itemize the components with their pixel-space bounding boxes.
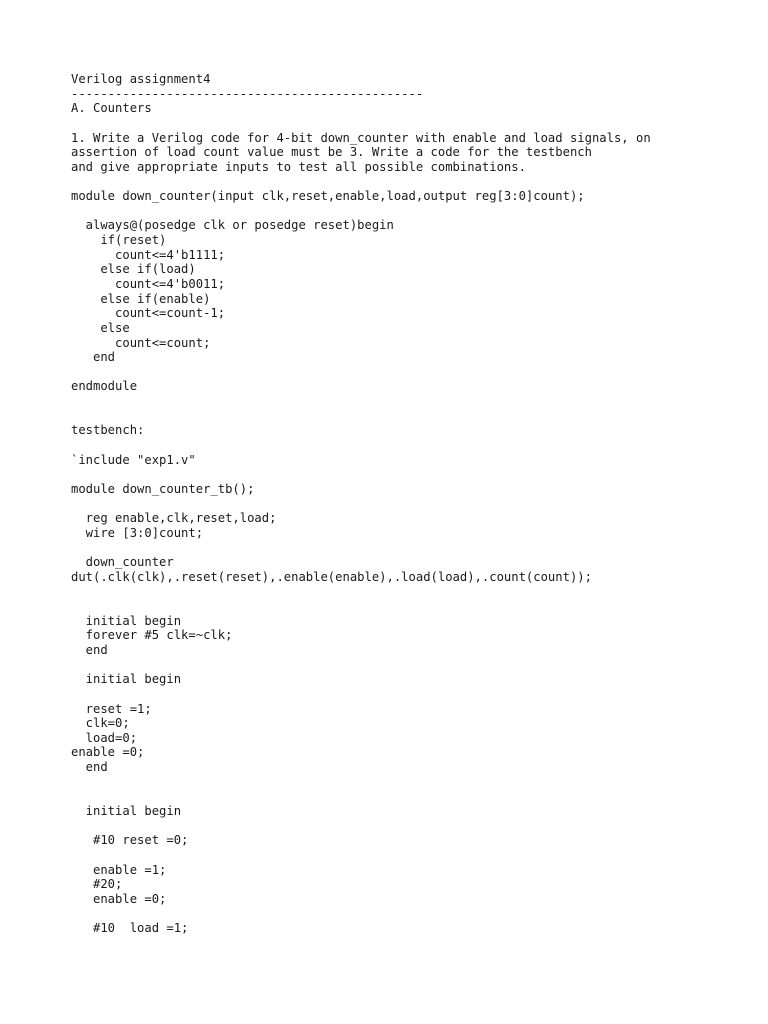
blank-line [71,467,651,482]
text-line: reset =1; [71,701,152,716]
blank-line [71,497,651,512]
text-line: dut(.clk(clk),.reset(reset),.enable(enable),.load(load),.count(count)); [71,569,592,584]
text-line: forever #5 clk=~clk; [71,628,233,643]
document-body [71,72,651,936]
text-line: count<=4'b1111; [71,247,226,262]
text-line: testbench: [71,423,145,438]
text-line: reg enable,clk,reset,load; [71,511,277,526]
text-line: enable =0; [71,891,167,906]
text-line: ------------------------------------------------ [71,86,424,101]
text-line: down_counter [71,555,174,570]
text-line: module down_counter(input clk,reset,enable,load,output reg[3:0]count); [71,189,585,204]
text-line: Verilog assignment4 [71,72,211,86]
text-line: and give appropriate inputs to test all possible combinations. [71,159,526,174]
text-line: clk=0; [71,716,130,731]
text-line: initial begin [71,804,182,819]
blank-line [71,775,651,790]
text-line: always@(posedge clk or posedge reset)begin [71,218,394,233]
text-line: if(reset) [71,233,167,248]
blank-line [71,541,651,556]
text-line: count<=count-1; [71,306,226,321]
text-line: #10 load =1; [71,921,189,936]
text-line: else [71,320,130,335]
text-line: A. Counters [71,101,152,116]
blank-line [71,584,651,599]
text-line: enable =0; [71,745,145,760]
blank-line [71,848,651,863]
blank-line [71,116,651,131]
blank-line [71,204,651,219]
text-line: module down_counter_tb(); [71,481,255,496]
blank-line [71,409,651,424]
text-line: count<=count; [71,335,211,350]
blank-line [71,907,651,922]
text-line: initial begin [71,672,182,687]
text-line: assertion of load count value must be 3. Write a code for the testbench [71,145,592,160]
blank-line [71,438,651,453]
blank-line [71,599,651,614]
blank-line [71,687,651,702]
text-line: #20; [71,877,123,892]
blank-line [71,365,651,380]
text-line: enable =1; [71,862,167,877]
text-line: end [71,642,108,657]
text-line: 1. Write a Verilog code for 4-bit down_counter with enable and load signals, on [71,130,651,145]
text-line: `include "exp1.v" [71,452,196,467]
blank-line [71,658,651,673]
text-line: wire [3:0]count; [71,525,204,540]
text-line: end [71,760,108,775]
text-line: endmodule [71,379,138,394]
text-line: end [71,350,116,365]
blank-line [71,394,651,409]
text-line: #10 reset =0; [71,833,189,848]
text-line: else if(enable) [71,291,211,306]
blank-line [71,789,651,804]
text-line: else if(load) [71,262,196,277]
blank-line [71,819,651,834]
blank-line [71,174,651,189]
text-line: load=0; [71,730,138,745]
text-line: count<=4'b0011; [71,276,226,291]
text-line: initial begin [71,613,182,628]
